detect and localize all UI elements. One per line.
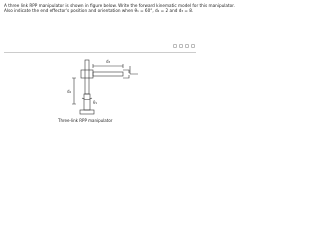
end-frame-axes <box>130 66 138 74</box>
theta1-arc <box>82 98 92 100</box>
gripper <box>123 70 129 78</box>
image-toolbar <box>173 44 195 48</box>
tool-icon[interactable] <box>185 44 189 48</box>
problem-line-1: A three link RPP manipulator is shown in figure below. Write the forward kinematic model for this manipulator. <box>4 3 235 8</box>
horizontal-arm <box>93 72 123 76</box>
expand-icon[interactable] <box>173 44 177 48</box>
label-d3: d₃ <box>106 59 111 64</box>
base-plate <box>80 110 94 114</box>
tool-icon[interactable] <box>179 44 183 48</box>
base-column <box>84 94 90 110</box>
divider <box>4 52 196 53</box>
figure-caption: Three-link RPP manipulator <box>58 118 113 123</box>
problem-statement <box>4 3 235 14</box>
label-d2: d₂ <box>67 89 72 94</box>
tool-icon[interactable] <box>191 44 195 48</box>
label-theta1: θ₁ <box>93 100 98 105</box>
vertical-link <box>85 60 89 94</box>
carriage <box>81 70 93 78</box>
rpp-manipulator-figure <box>48 54 148 120</box>
problem-line-2: Also indicate the end effector's position and orientation when θ₁ = 60°, d₂ = 2 and d₃ = 8. <box>4 8 194 14</box>
